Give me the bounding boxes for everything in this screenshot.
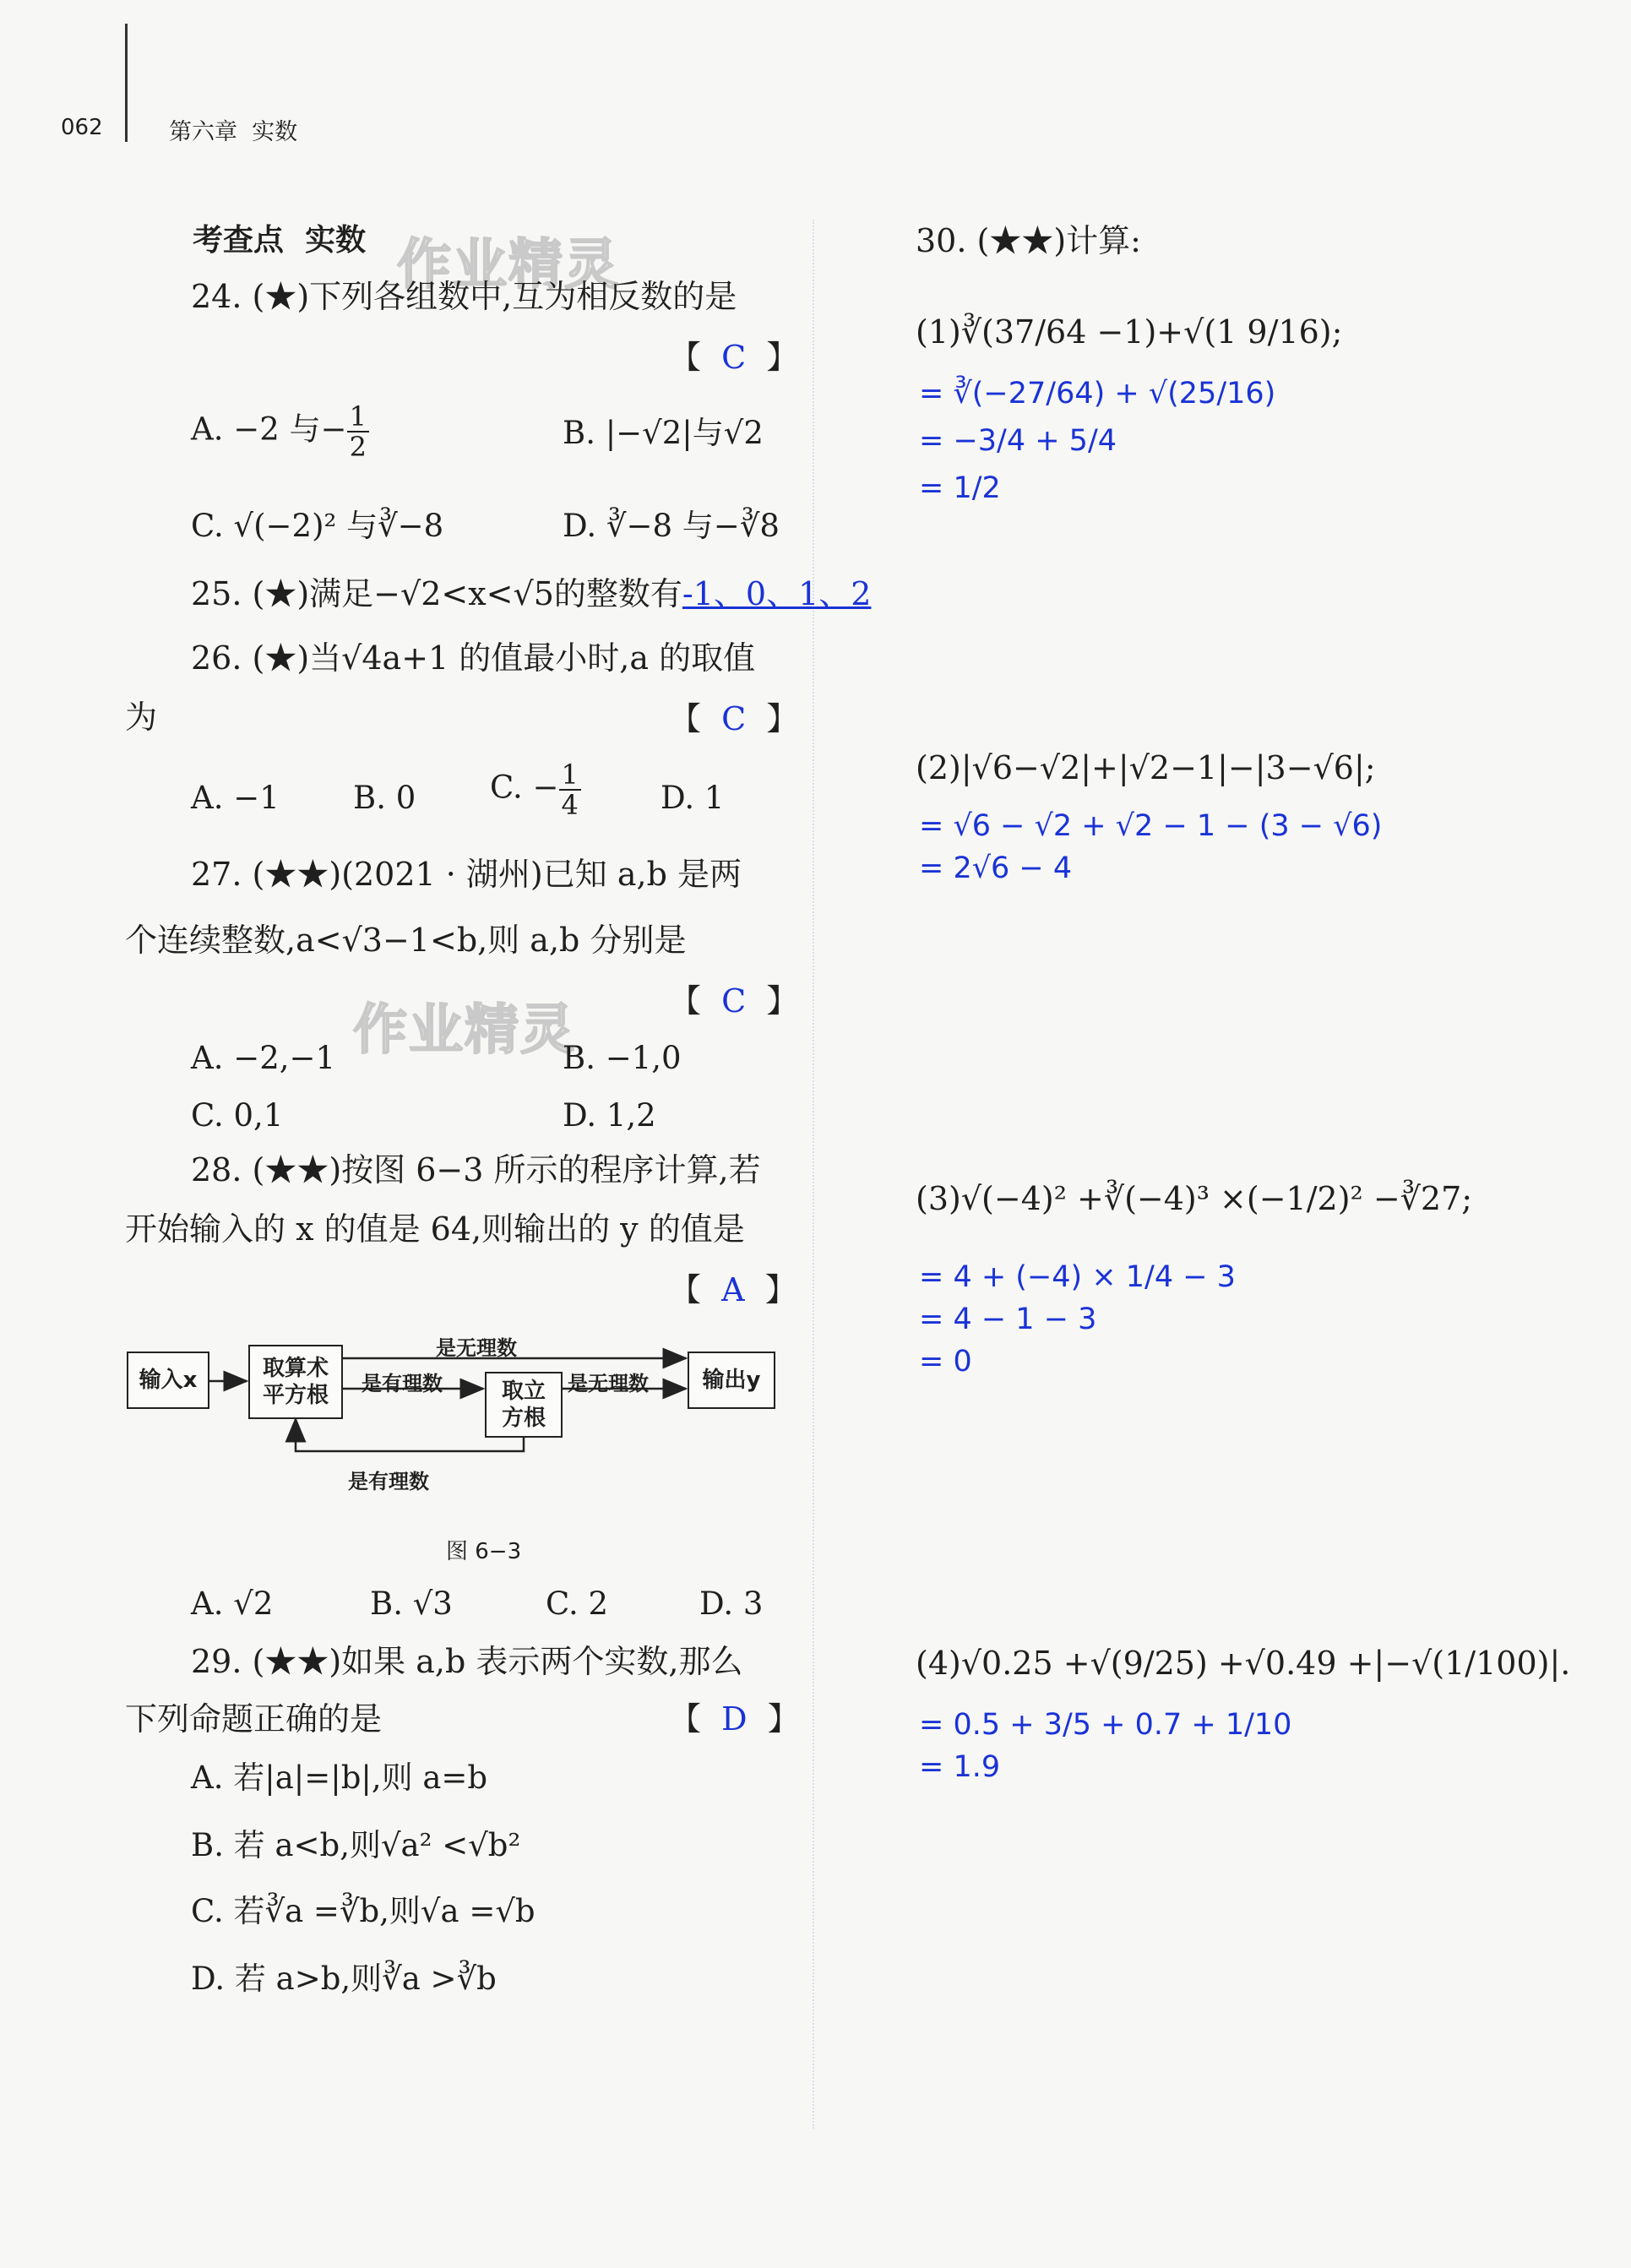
answer-25: -1、0、1、2 [682, 575, 872, 612]
answer-24: C [721, 339, 747, 376]
chapter-label [169, 113, 297, 146]
fraction-numerator: 1 [559, 760, 581, 791]
q30-part1-step2: = −3/4 + 5/4 [919, 424, 1117, 458]
answer-bracket: 【 C 】 [669, 339, 799, 376]
q30-part3-step1: = 4 + (−4) × 1/4 − 3 [919, 1260, 1236, 1294]
flow-label-irrational-top: 是无理数 [436, 1336, 517, 1360]
option-c-text: C. − [490, 769, 559, 806]
watermark: 作业精灵 [397, 234, 620, 296]
question-30-stem: 30. (★★)计算: [916, 222, 1141, 259]
flow-cbrt-box [485, 1372, 563, 1438]
option-c [490, 760, 581, 819]
option-d: D. 1,2 [563, 1097, 656, 1134]
option-c: C. 若∛a =∛b,则√a =√b [191, 1893, 536, 1929]
option-b: B. 若 a<b,则√a² <√b² [191, 1827, 521, 1863]
q30-part4-step2: = 1.9 [919, 1750, 1001, 1784]
option-a [191, 402, 369, 461]
question-25-stem: 25. (★)满足−√2<x<√5的整数有 [191, 575, 682, 612]
q30-part1: (1)∛(37/64 −1)+√(1 9/16); [916, 313, 1343, 351]
question-24-stem: 24. (★)下列各组数中,互为相反数的是 [191, 278, 737, 315]
q30-part4-step1: = 0.5 + 3/5 + 0.7 + 1/10 [919, 1708, 1292, 1742]
fraction-denominator: 4 [561, 789, 579, 821]
option-b: B. |−√2|与√2 [563, 415, 764, 451]
answer-bracket: 【 C 】 [669, 700, 799, 737]
flow-label-rational-mid: 是有理数 [362, 1372, 443, 1395]
option-b: B. √3 [370, 1585, 453, 1622]
option-b: B. 0 [353, 780, 416, 816]
question-29-stem-cont: 下列命题正确的是 [125, 1700, 383, 1738]
question-25 [191, 574, 871, 613]
flow-label-irrational-right: 是无理数 [568, 1372, 649, 1395]
question-28-stem-cont: 开始输入的 x 的值是 64,则输出的 y 的值是 [125, 1210, 745, 1248]
q30-part4: (4)√0.25 +√(9/25) +√0.49 +|−√(1/100)|. [916, 1645, 1571, 1682]
flow-output-box: 输出y [688, 1352, 775, 1409]
answer-27: C [721, 982, 747, 1020]
option-d: D. 3 [699, 1585, 764, 1622]
q30-part3-step3: = 0 [919, 1345, 972, 1379]
q30-part1-step1: = ∛(−27/64) + √(25/16) [919, 377, 1276, 411]
fraction-numerator: 1 [347, 402, 369, 432]
answer-bracket: 【 A 】 [669, 1271, 797, 1308]
answer-29: D [721, 1700, 748, 1738]
option-a: A. 若|a|=|b|,则 a=b [191, 1759, 488, 1796]
question-26-stem: 26. (★)当√4a+1 的值最小时,a 的取值 [191, 639, 756, 677]
chapter-title: 实数 [252, 119, 298, 145]
q30-part2: (2)|√6−√2|+|√2−1|−|3−√6|; [916, 749, 1376, 786]
q30-part3-step2: = 4 − 1 − 3 [919, 1303, 1097, 1336]
flow-input-box: 输入x [127, 1352, 209, 1409]
flow-label-rational-bottom: 是有理数 [348, 1470, 429, 1493]
figure-caption: 图 6−3 [446, 1539, 522, 1564]
chapter-number: 第六章 [169, 119, 237, 145]
fraction-denominator: 2 [349, 431, 367, 463]
option-c: C. √(−2)² 与∛−8 [191, 508, 444, 544]
column-divider [813, 220, 814, 2129]
section-title [193, 216, 366, 259]
option-d: D. ∛−8 与−∛8 [563, 508, 780, 544]
question-26-stem-cont: 为 [125, 699, 158, 736]
flow-sqrt-label: 取算术 平方根 [262, 1356, 329, 1408]
section-topic: 实数 [305, 223, 367, 258]
q30-part2-step1: = √6 − √2 + √2 − 1 − (3 − √6) [919, 809, 1383, 843]
option-a: A. −1 [191, 780, 280, 816]
q30-part1-step3: = 1/2 [919, 471, 1001, 505]
q30-part3: (3)√(−4)² +∛(−4)³ ×(−1/2)² −∛27; [916, 1180, 1473, 1217]
option-a: A. √2 [191, 1585, 274, 1622]
option-a-text: A. −2 与− [191, 411, 347, 448]
question-27-stem-cont: 个连续整数,a<√3−1<b,则 a,b 分别是 [125, 922, 687, 959]
question-28-stem: 28. (★★)按图 6−3 所示的程序计算,若 [191, 1151, 761, 1188]
answer-26: C [721, 700, 747, 737]
option-a: A. −2,−1 [191, 1040, 336, 1076]
watermark: 作业精灵 [353, 999, 576, 1062]
answer-28: A [721, 1271, 745, 1308]
answer-bracket: 【 D 】 [669, 1700, 800, 1738]
flow-cbrt-label: 取立 方根 [501, 1379, 546, 1431]
section-label: 考查点 [193, 223, 285, 258]
option-d: D. 若 a>b,则∛a >∛b [191, 1961, 497, 1997]
flow-sqrt-box [248, 1345, 343, 1419]
option-b: B. −1,0 [563, 1040, 682, 1076]
answer-bracket: 【 C 】 [669, 982, 799, 1020]
header-rule [125, 24, 128, 142]
option-c: C. 2 [546, 1585, 609, 1622]
question-29-stem: 29. (★★)如果 a,b 表示两个实数,那么 [191, 1643, 743, 1680]
page-number: 062 [61, 115, 103, 140]
question-27-stem: 27. (★★)(2021 · 湖州)已知 a,b 是两 [191, 856, 742, 893]
option-c: C. 0,1 [191, 1097, 284, 1134]
option-d: D. 1 [661, 780, 725, 816]
q30-part2-step2: = 2√6 − 4 [919, 851, 1073, 885]
